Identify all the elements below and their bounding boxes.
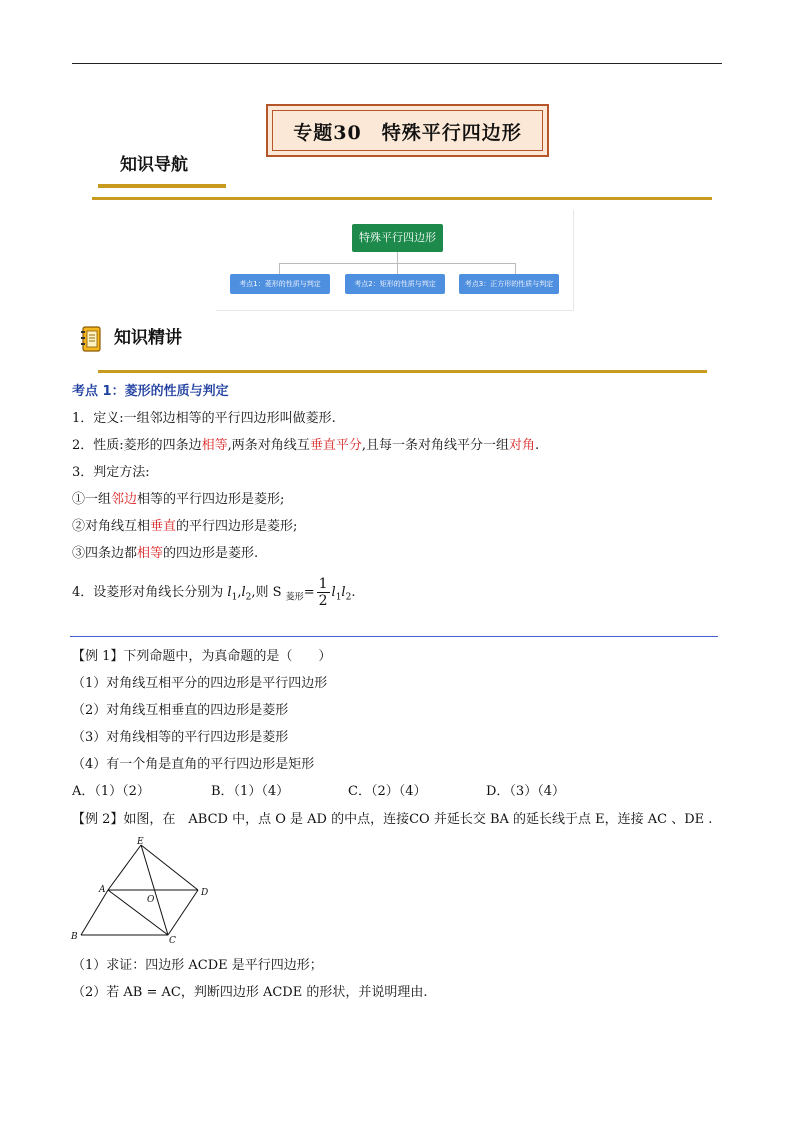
fraction-denominator: 2 <box>318 593 328 609</box>
criterion-3 <box>72 545 258 563</box>
highlight-adjacent-sides: 邻边 <box>111 492 138 507</box>
label-d: D <box>201 888 209 898</box>
header-rule <box>72 63 722 64</box>
mindmap-child-1: 考点1：菱形的性质与判定 <box>230 274 330 294</box>
title-box <box>266 104 549 157</box>
example1-line: （1）对角线互相平分的四边形是平行四边形 <box>72 676 328 691</box>
fraction-half <box>317 576 330 609</box>
area-formula-item <box>72 576 355 615</box>
nav-heading: 知识导航 <box>120 155 188 175</box>
example1-prompt: 【例 1】下列命题中，为真命题的是（ ） <box>72 649 332 664</box>
criterion-text: 的平行四边形是菱形; <box>176 519 298 534</box>
example1-option-c: C．（2）（4） <box>348 784 427 799</box>
section-heading: 知识精讲 <box>114 328 182 348</box>
formula-subscript: 菱形 <box>285 592 304 603</box>
formula-subscript: 2 <box>345 592 352 603</box>
segment-ed <box>141 845 198 890</box>
label-e: E <box>137 837 144 847</box>
example1-option-a: A．（1）（2） <box>72 784 150 799</box>
nav-divider <box>92 197 712 200</box>
fraction-numerator: 1 <box>318 576 328 592</box>
definition-item: 1．定义:一组邻边相等的平行四边形叫做菱形. <box>72 411 336 426</box>
label-c: C <box>169 936 176 946</box>
mindmap-connector <box>397 263 398 274</box>
notebook-icon <box>80 326 102 352</box>
criteria-heading: 3．判定方法: <box>72 465 150 480</box>
formula-var: l <box>331 585 336 600</box>
segment-ea <box>108 845 141 890</box>
example1-line: （4）有一个角是直角的平行四边形是矩形 <box>72 757 315 772</box>
criterion-1 <box>72 491 284 509</box>
criterion-text: 相等的平行四边形是菱形; <box>137 492 285 507</box>
example1-option-b: B．（1）（4） <box>211 784 290 799</box>
example1-option-d: D．（3）（4） <box>486 784 565 799</box>
page-title: 专题30 特殊平行四边形 <box>293 122 522 144</box>
label-b: B <box>71 932 78 942</box>
property-item <box>72 437 539 455</box>
criterion-text: ③四条边都 <box>72 546 138 561</box>
highlight-opposite-angles: 对角 <box>508 438 535 453</box>
formula-var: l <box>341 585 346 600</box>
label-a: A <box>99 885 106 895</box>
nav-underline <box>98 184 226 188</box>
mindmap-connector <box>515 263 516 274</box>
kaodian1-heading: 考点 1：菱形的性质与判定 <box>72 384 229 399</box>
property-text: ,且每一条对角线平分一组 <box>361 438 509 453</box>
mindmap-connector <box>397 252 398 263</box>
criterion-text: ①一组 <box>72 492 112 507</box>
section-divider <box>98 370 707 373</box>
formula-subscript: 1 <box>231 592 238 603</box>
criterion-text: 的四边形是菱形. <box>163 546 259 561</box>
mindmap <box>216 210 574 311</box>
property-text: 2．性质:菱形的四条边 <box>72 438 202 453</box>
example1-line: （2）对角线互相垂直的四边形是菱形 <box>72 703 289 718</box>
highlight-equal: 相等 <box>137 546 164 561</box>
formula-text: ,则 S <box>251 585 286 600</box>
formula-equals: = <box>303 585 315 600</box>
criterion-2 <box>72 518 297 536</box>
mindmap-child-3: 考点3：正方形的性质与判定 <box>459 274 559 294</box>
highlight-perpendicular-bisect: 垂直平分 <box>309 438 362 453</box>
segment-ac <box>108 890 168 935</box>
formula-subscript: 1 <box>335 592 342 603</box>
property-text: ,两条对角线互 <box>227 438 310 453</box>
example1-line: （3）对角线相等的平行四边形是菱形 <box>72 730 289 745</box>
mindmap-child-2: 考点2：矩形的性质与判定 <box>345 274 445 294</box>
mindmap-root: 特殊平行四边形 <box>352 224 443 252</box>
formula-text: . <box>351 585 356 600</box>
mindmap-connector <box>279 263 280 274</box>
formula-var: l <box>241 585 246 600</box>
highlight-perpendicular: 垂直 <box>150 519 177 534</box>
property-text: . <box>534 438 540 453</box>
formula-subscript: 2 <box>245 592 252 603</box>
criterion-text: ②对角线互相 <box>72 519 151 534</box>
section-separator <box>70 636 718 637</box>
segment-ab <box>81 890 108 935</box>
example2-question-2: （2）若 AB = AC，判断四边形 ACDE 的形状，并说明理由. <box>72 985 428 1000</box>
formula-var: l <box>227 585 232 600</box>
formula-text: , <box>237 585 242 600</box>
parallelogram-figure <box>68 835 218 947</box>
highlight-equal: 相等 <box>201 438 228 453</box>
formula-text: 4．设菱形对角线长分别为 <box>72 585 228 600</box>
label-o: O <box>147 895 155 905</box>
example2-question-1: （1）求证：四边形 ACDE 是平行四边形； <box>72 958 323 973</box>
example2-prompt: 【例 2】如图，在 ABCD 中，点 O 是 AD 的中点，连接CO 并延长交 BA 的延长线于点 E，连接 AC 、DE . <box>72 812 713 827</box>
segment-cd <box>168 890 198 935</box>
